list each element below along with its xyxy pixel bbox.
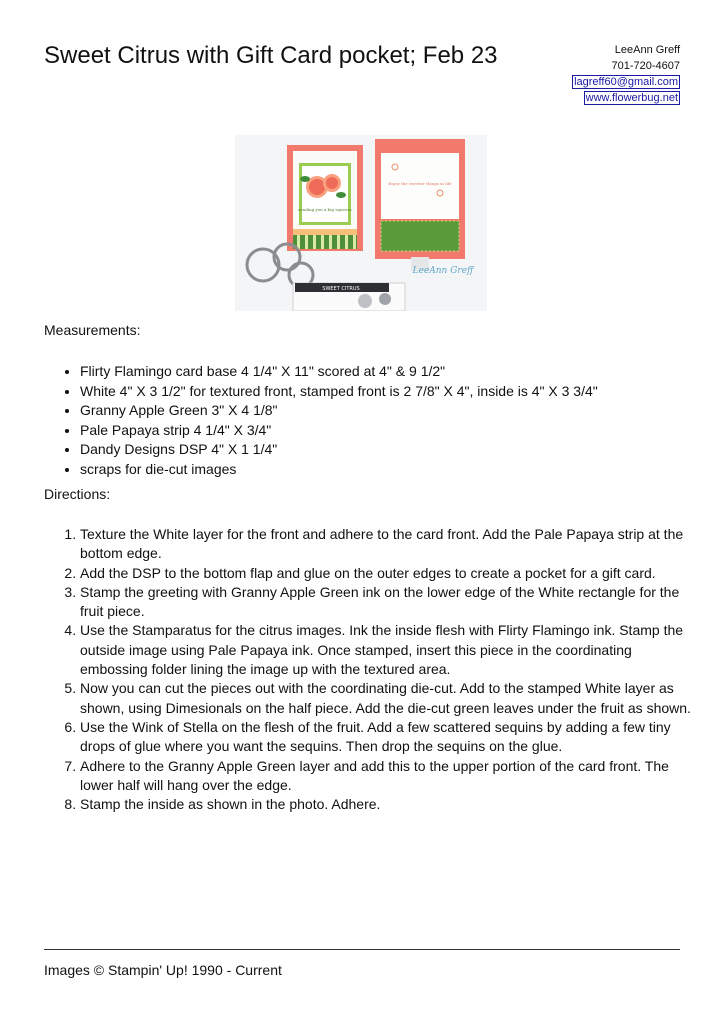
list-item: 3. Stamp the greeting with Granny Apple Green ink on the lower edge of the White rectangle for the fruit piece.: [80, 583, 700, 622]
photo-stamp-label: SWEET CITRUS: [322, 286, 360, 292]
contact-website-link[interactable]: www.flowerbug.net: [585, 92, 678, 104]
photo-inside-greeting: Enjoy the sweeter things in life: [388, 181, 452, 186]
list-item: 5. Now you can cut the pieces out with the coordinating die-cut. Add to the stamped White layer as shown, using Dimesionals on the half piece. Add the die-cut green leaves under the fruit as shown.: [80, 679, 700, 718]
photo-watermark: LeeAnn Greff: [412, 266, 474, 276]
list-item: 6. Use the Wink of Stella on the flesh of the fruit. Add a few scattered sequins by adding a few tiny drops of glue where you want the sequins. Then drop the sequins on the glue.: [80, 718, 700, 757]
measurements-label: Measurements:: [44, 322, 141, 338]
contact-block: [572, 42, 680, 106]
list-item: 8. Stamp the inside as shown in the photo. Adhere.: [80, 795, 700, 814]
directions-list: [64, 525, 700, 814]
contact-name: LeeAnn Greff: [614, 44, 680, 56]
list-item: 7. Adhere to the Granny Apple Green layer and add this to the upper portion of the card front. The lower half will hang over the edge.: [80, 757, 700, 796]
list-item: 4. Use the Stamparatus for the citrus images. Ink the inside flesh with Flirty Flamingo ink. Stamp the outside image using Pale Papaya ink. Once stamped, insert this piece in the coordinating embossing folder lining the image up with the textured area.: [80, 621, 700, 679]
list-item: 2. Add the DSP to the bottom flap and glue on the outer edges to create a pocket for a gift card.: [80, 564, 700, 583]
list-item: • Granny Apple Green 3" X 4 1/8": [80, 401, 700, 421]
list-item: • scraps for die-cut images: [80, 460, 700, 480]
stripe-pocket: [293, 235, 357, 249]
directions-label: Directions:: [44, 486, 111, 502]
card-photo: [235, 135, 487, 311]
contact-phone: 701-720-4607: [611, 60, 680, 72]
page-title: Sweet Citrus with Gift Card pocket; Feb 23: [44, 42, 498, 69]
list-item: • Pale Papaya strip 4 1/4" X 3/4": [80, 421, 700, 441]
measurements-list: [64, 362, 700, 479]
photo-greeting: sending you a big squeeze: [298, 207, 352, 212]
footer-divider: [44, 949, 680, 950]
footer-copyright: Images © Stampin' Up! 1990 - Current: [44, 962, 282, 978]
list-item: 1. Texture the White layer for the front and adhere to the card front. Add the Pale Papaya strip at the bottom edge.: [80, 525, 700, 564]
list-item: • Flirty Flamingo card base 4 1/4" X 11" scored at 4" & 9 1/2": [80, 362, 700, 382]
list-item: • White 4" X 3 1/2" for textured front, stamped front is 2 7/8" X 4", inside is 4" X 3 3/4": [80, 382, 700, 402]
contact-email-link[interactable]: lagreff60@gmail.com: [574, 76, 678, 88]
list-item: • Dandy Designs DSP 4" X 1 1/4": [80, 440, 700, 460]
